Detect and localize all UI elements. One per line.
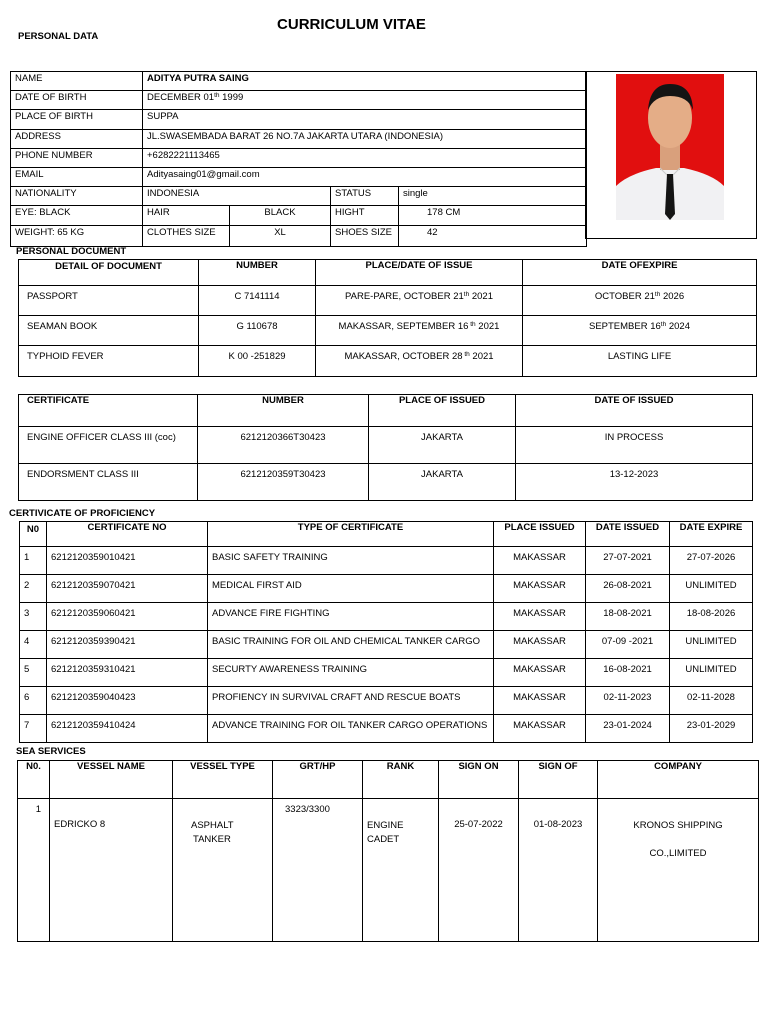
table-row — [20, 687, 753, 715]
doc-expire: SEPTEMBER 16th 2024 — [523, 316, 757, 346]
cop-place: MAKASSAR — [494, 659, 586, 687]
doc-header-number: NUMBER — [199, 260, 316, 286]
dob-label: DATE OF BIRTH — [11, 91, 143, 110]
cop-type: SECURTY AWARENESS TRAINING — [208, 659, 494, 687]
nationality-label: NATIONALITY — [11, 187, 143, 206]
sea-header-no: N0. — [18, 761, 50, 799]
table-row — [20, 659, 753, 687]
cop-no: 6 — [20, 687, 47, 715]
doc-expire: LASTING LIFE — [523, 346, 757, 377]
doc-header-detail: DETAIL OF DOCUMENT — [19, 260, 199, 286]
table-row — [20, 603, 753, 631]
address-value: JL.SWASEMBADA BARAT 26 NO.7A JAKARTA UTARA (INDONESIA) — [143, 129, 587, 148]
cop-place: MAKASSAR — [494, 715, 586, 743]
sea-rank: ENGINE CADET — [363, 799, 439, 942]
cop-header-type: TYPE OF CERTIFICATE — [208, 522, 494, 547]
cop-expire: 18-08-2026 — [670, 603, 753, 631]
name-label: NAME — [11, 72, 143, 91]
sea-services-heading: SEA SERVICES — [16, 746, 86, 757]
cop-expire: UNLIMITED — [670, 659, 753, 687]
table-row — [20, 631, 753, 659]
weight-row — [11, 225, 587, 246]
doc-number: C 7141114 — [199, 286, 316, 316]
shoes-label: SHOES SIZE — [331, 225, 399, 246]
personal-document-heading: PERSONAL DOCUMENT — [16, 246, 127, 257]
sea-header-rank: RANK — [363, 761, 439, 799]
address-row — [11, 129, 587, 148]
cop-no: 7 — [20, 715, 47, 743]
nationality-row — [11, 187, 587, 206]
hair-value: BLACK — [230, 206, 331, 225]
email-label: EMAIL — [11, 167, 143, 186]
table-row — [19, 316, 757, 346]
cop-cert: 6212120359310421 — [47, 659, 208, 687]
cert-number: 6212120359T30423 — [198, 464, 369, 501]
cert-name: ENGINE OFFICER CLASS III (coc) — [19, 427, 198, 464]
cop-issued: 18-08-2021 — [586, 603, 670, 631]
name-row — [11, 72, 587, 91]
cert-header-row — [19, 395, 753, 427]
phone-row — [11, 148, 587, 167]
doc-expire: OCTOBER 21th 2026 — [523, 286, 757, 316]
cop-header-expire: DATE EXPIRE — [670, 522, 753, 547]
cop-cert: 6212120359040423 — [47, 687, 208, 715]
cop-place: MAKASSAR — [494, 575, 586, 603]
photo-frame — [585, 71, 757, 239]
sea-header-row — [18, 761, 759, 799]
sea-header-company: COMPANY — [598, 761, 759, 799]
email-value: Adityasaing01@gmail.com — [143, 167, 587, 186]
cop-header-place: PLACE ISSUED — [494, 522, 586, 547]
table-row — [20, 575, 753, 603]
cop-expire: UNLIMITED — [670, 575, 753, 603]
page-title: CURRICULUM VITAE — [277, 16, 426, 33]
doc-header-issue: PLACE/DATE OF ISSUE — [316, 260, 523, 286]
profile-photo — [616, 74, 724, 220]
sea-header-vessel: VESSEL NAME — [50, 761, 173, 799]
shoes-value: 42 — [399, 225, 587, 246]
cop-header-row — [20, 522, 753, 547]
table-row — [19, 346, 757, 377]
pob-label: PLACE OF BIRTH — [11, 110, 143, 129]
sea-no: 1 — [18, 799, 50, 942]
table-row — [19, 286, 757, 316]
personal-data-table — [10, 71, 587, 247]
cert-date: IN PROCESS — [516, 427, 753, 464]
cop-type: BASIC TRAINING FOR OIL AND CHEMICAL TANKER CARGO — [208, 631, 494, 659]
cop-place: MAKASSAR — [494, 547, 586, 575]
phone-value: +6282221113465 — [143, 148, 587, 167]
clothes-value: XL — [230, 225, 331, 246]
table-row — [20, 715, 753, 743]
cop-no: 2 — [20, 575, 47, 603]
doc-header-expire: DATE OFEXPIRE — [523, 260, 757, 286]
sea-type: ASPHALT TANKER — [173, 799, 273, 942]
address-label: ADDRESS — [11, 129, 143, 148]
nationality-value: INDONESIA — [143, 187, 331, 206]
doc-number: G 110678 — [199, 316, 316, 346]
cert-header-date: DATE OF ISSUED — [516, 395, 753, 427]
cop-cert: 6212120359010421 — [47, 547, 208, 575]
sea-header-grt: GRT/HP — [273, 761, 363, 799]
personal-document-table — [18, 259, 757, 377]
cop-no: 3 — [20, 603, 47, 631]
doc-issue: MAKASSAR, OCTOBER 28 $^{th}$ 2021 — [316, 346, 523, 377]
doc-detail: SEAMAN BOOK — [19, 316, 199, 346]
name-value: ADITYA PUTRA SAING — [143, 72, 587, 91]
cop-issued: 02-11-2023 — [586, 687, 670, 715]
cop-header-cert: CERTIFICATE NO — [47, 522, 208, 547]
cop-cert: 6212120359060421 — [47, 603, 208, 631]
cert-header-name: CERTIFICATE — [19, 395, 198, 427]
cert-header-number: NUMBER — [198, 395, 369, 427]
cop-place: MAKASSAR — [494, 631, 586, 659]
dob-value: DECEMBER 01th 1999 — [143, 91, 587, 110]
doc-issue: PARE-PARE, OCTOBER 21th 2021 — [316, 286, 523, 316]
cop-header-issued: DATE ISSUED — [586, 522, 670, 547]
height-value: 178 CM — [399, 206, 587, 225]
cop-type: ADVANCE FIRE FIGHTING — [208, 603, 494, 631]
cop-expire: 27-07-2026 — [670, 547, 753, 575]
table-row — [19, 464, 753, 501]
status-value: single — [399, 187, 587, 206]
cop-type: ADVANCE TRAINING FOR OIL TANKER CARGO OPERATIONS — [208, 715, 494, 743]
cert-number: 6212120366T30423 — [198, 427, 369, 464]
doc-detail: TYPHOID FEVER — [19, 346, 199, 377]
doc-issue: MAKASSAR, SEPTEMBER 16 $^{th}$ 2021 — [316, 316, 523, 346]
cop-no: 1 — [20, 547, 47, 575]
clothes-label: CLOTHES SIZE — [143, 225, 230, 246]
sea-services-table — [17, 760, 759, 942]
hair-label: HAIR — [143, 206, 230, 225]
doc-detail: PASSPORT — [19, 286, 199, 316]
cop-cert: 6212120359390421 — [47, 631, 208, 659]
sea-grt: 3323/3300 — [273, 799, 363, 942]
email-row — [11, 167, 587, 186]
table-row — [18, 799, 759, 942]
proficiency-heading: CERTIVICATE OF PROFICIENCY — [9, 508, 156, 519]
height-label: HIGHT — [331, 206, 399, 225]
cert-place: JAKARTA — [369, 464, 516, 501]
weight-value: WEIGHT: 65 KG — [11, 225, 143, 246]
sea-sign-on: 25-07-2022 — [439, 799, 519, 942]
table-row — [20, 547, 753, 575]
status-label: STATUS — [331, 187, 399, 206]
eye-row — [11, 206, 587, 225]
cop-no: 5 — [20, 659, 47, 687]
table-row — [19, 427, 753, 464]
cop-type: BASIC SAFETY TRAINING — [208, 547, 494, 575]
certificate-table — [18, 394, 753, 501]
sea-sign-of: 01-08-2023 — [519, 799, 598, 942]
cop-cert: 6212120359410424 — [47, 715, 208, 743]
cop-no: 4 — [20, 631, 47, 659]
cop-expire: 02-11-2028 — [670, 687, 753, 715]
sea-header-sign-on: SIGN ON — [439, 761, 519, 799]
cert-date: 13-12-2023 — [516, 464, 753, 501]
cop-type: PROFIENCY IN SURVIVAL CRAFT AND RESCUE BOATS — [208, 687, 494, 715]
personal-data-heading: PERSONAL DATA — [18, 31, 99, 42]
cert-header-place: PLACE OF ISSUED — [369, 395, 516, 427]
phone-label: PHONE NUMBER — [11, 148, 143, 167]
cop-expire: 23-01-2029 — [670, 715, 753, 743]
pob-row — [11, 110, 587, 129]
cop-header-no: N0 — [20, 522, 47, 547]
sea-company: KRONOS SHIPPING CO.,LIMITED — [598, 799, 759, 942]
cert-place: JAKARTA — [369, 427, 516, 464]
sea-vessel: EDRICKO 8 — [50, 799, 173, 942]
cop-expire: UNLIMITED — [670, 631, 753, 659]
doc-number: K 00 -251829 — [199, 346, 316, 377]
sea-header-sign-of: SIGN OF — [519, 761, 598, 799]
cop-issued: 07-09 -2021 — [586, 631, 670, 659]
cop-issued: 27-07-2021 — [586, 547, 670, 575]
cert-name: ENDORSMENT CLASS III — [19, 464, 198, 501]
eye-value: EYE: BLACK — [11, 206, 143, 225]
cop-issued: 26-08-2021 — [586, 575, 670, 603]
sea-header-type: VESSEL TYPE — [173, 761, 273, 799]
cop-place: MAKASSAR — [494, 603, 586, 631]
pob-value: SUPPA — [143, 110, 587, 129]
cop-place: MAKASSAR — [494, 687, 586, 715]
dob-row — [11, 91, 587, 110]
cop-cert: 6212120359070421 — [47, 575, 208, 603]
doc-header-row — [19, 260, 757, 286]
cop-issued: 23-01-2024 — [586, 715, 670, 743]
proficiency-table — [19, 521, 753, 743]
cop-issued: 16-08-2021 — [586, 659, 670, 687]
cop-type: MEDICAL FIRST AID — [208, 575, 494, 603]
